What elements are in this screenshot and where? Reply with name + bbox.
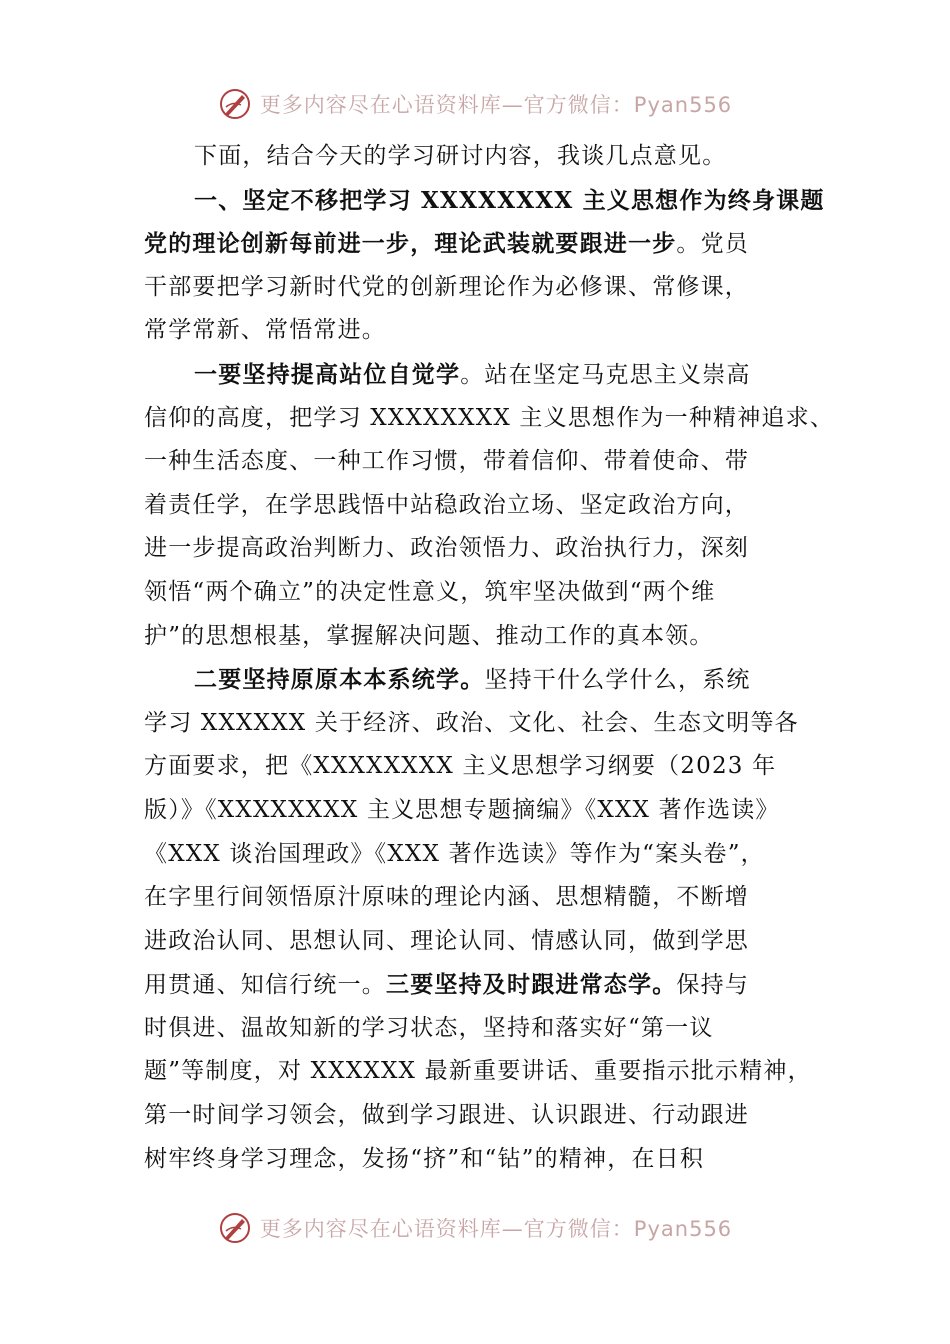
- text-segment: 《XXX 谈治国理政》《XXX 著作选读》等作为“案头卷”，: [144, 840, 765, 867]
- text-segment: 用贯通、知信行统一。: [144, 972, 386, 999]
- text-line: [144, 702, 814, 746]
- text-segment: 进政治认同、思想认同、理论认同、情感认同，做到学思: [144, 927, 749, 954]
- text-line: [144, 1094, 814, 1138]
- text-segment: 常学常新、常悟常进。: [144, 317, 386, 344]
- bold-text-segment: 二要坚持原原本本系统学。: [194, 666, 485, 694]
- text-line: [144, 135, 814, 179]
- text-segment: 。党员: [676, 231, 750, 258]
- text-segment: 领悟“两个确立”的决定性意义，筑牢坚决做到“两个维: [144, 578, 716, 605]
- text-line: [144, 745, 814, 789]
- text-segment: 干部要把学习新时代党的创新理论作为必修课、常修课，: [144, 273, 749, 300]
- watermark-header: [0, 82, 950, 126]
- text-segment: 树牢终身学习理念，发扬“挤”和“钻”的精神，在日积: [144, 1145, 705, 1172]
- text-segment: 方面要求，把《XXXXXXXX 主义思想学习纲要（2023 年: [144, 753, 777, 780]
- text-line: [144, 571, 814, 615]
- text-line: [144, 222, 814, 266]
- text-line: [144, 527, 814, 571]
- text-line: [144, 1007, 814, 1051]
- text-segment: 在字里行间领悟原汁原味的理论内涵、思想精髓，不断增: [144, 884, 749, 911]
- text-line: [144, 309, 814, 353]
- text-line: [144, 440, 814, 484]
- quill-pen-seal-icon: [218, 1211, 252, 1245]
- text-line: [144, 397, 835, 441]
- text-line: [144, 179, 825, 223]
- text-line: [144, 920, 814, 964]
- document-body: [144, 135, 835, 1181]
- text-segment: 护”的思想根基，掌握解决问题、推动工作的真本领。: [144, 622, 714, 649]
- text-line: [144, 658, 814, 702]
- text-line: [144, 1138, 814, 1182]
- text-line: [144, 1050, 814, 1094]
- quill-pen-seal-icon: [218, 87, 252, 121]
- text-segment: 学习 XXXXXX 关于经济、政治、文化、社会、生态文明等各: [144, 709, 799, 736]
- text-segment: 着责任学，在学思践悟中站稳政治立场、坚定政治方向，: [144, 491, 749, 518]
- bold-text-segment: 一、坚定不移把学习 XXXXXXXX 主义思想作为终身课题: [194, 186, 825, 214]
- text-segment: 。站在坚定马克思主义崇高: [460, 361, 751, 388]
- text-line: [144, 876, 814, 920]
- text-segment: 一种生活态度、一种工作习惯，带着信仰、带着使命、带: [144, 448, 749, 475]
- text-segment: 信仰的高度，把学习 XXXXXXXX 主义思想作为一种精神追求、: [144, 404, 835, 431]
- bold-text-segment: 三要坚持及时跟进常态学。: [386, 971, 677, 999]
- text-segment: 时俱进、温故知新的学习状态，坚持和落实好“第一议: [144, 1014, 714, 1041]
- text-segment: 保持与: [676, 972, 750, 999]
- text-line: [144, 266, 814, 310]
- text-line: [144, 963, 814, 1007]
- text-segment: 进一步提高政治判断力、政治领悟力、政治执行力，深刻: [144, 535, 749, 562]
- bold-text-segment: 党的理论创新每前进一步，理论武装就要跟进一步: [144, 230, 677, 258]
- text-segment: 第一时间学习领会，做到学习跟进、认识跟进、行动跟进: [144, 1102, 749, 1129]
- text-line: [144, 833, 814, 877]
- watermark-footer: [0, 1206, 950, 1250]
- text-line: [144, 484, 814, 528]
- text-line: [144, 353, 814, 397]
- text-line: [144, 789, 814, 833]
- text-segment: 下面，结合今天的学习研讨内容，我谈几点意见。: [194, 143, 727, 169]
- watermark-text: 更多内容尽在心语资料库—官方微信：Pyan556: [259, 93, 733, 117]
- text-line: [144, 615, 814, 659]
- text-segment: 版）》《XXXXXXXX 主义思想专题摘编》《XXX 著作选读》: [144, 796, 780, 823]
- bold-text-segment: 一要坚持提高站位自觉学: [194, 360, 461, 388]
- watermark-text: 更多内容尽在心语资料库—官方微信：Pyan556: [259, 1217, 733, 1241]
- text-segment: 题”等制度，对 XXXXXX 最新重要讲话、重要指示批示精神，: [144, 1058, 812, 1085]
- text-segment: 坚持干什么学什么，系统: [484, 667, 751, 694]
